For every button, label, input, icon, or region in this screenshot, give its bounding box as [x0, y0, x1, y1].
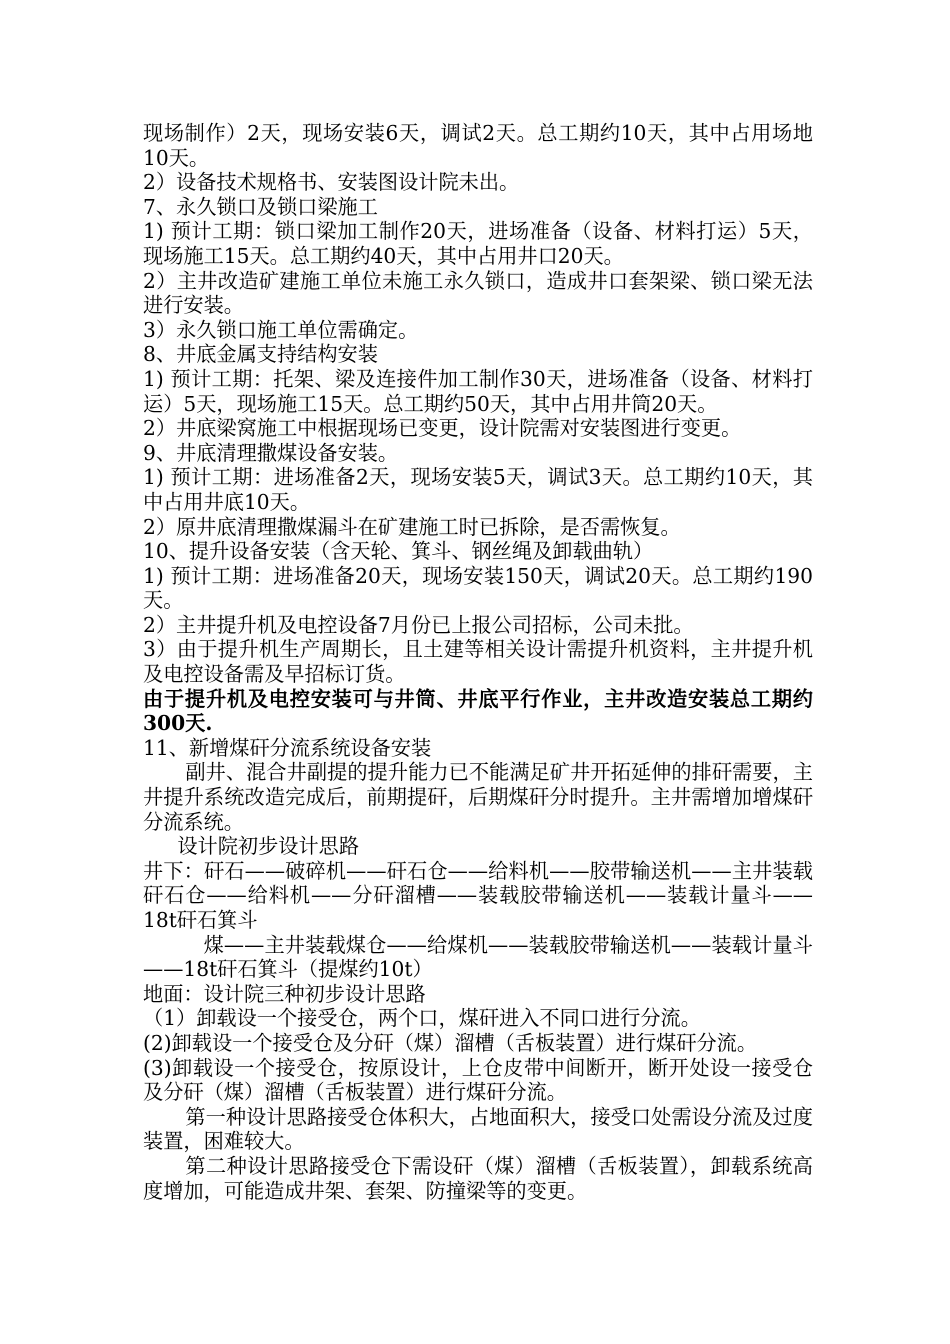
section-heading: 8、井底金属支持结构安装: [143, 342, 378, 367]
paragraph: 井下：矸石——破碎机——矸石仓——给料机——胶带输送机——主井装载矸石仓——给料机——分矸溜槽——装载胶带输送机——装载计量斗——18t矸石箕斗: [143, 858, 813, 932]
paragraph: 3）永久锁口施工单位需确定。: [143, 317, 419, 342]
section-heading: 10、提升设备安装（含天轮、箕斗、钢丝绳及卸载曲轨）: [143, 539, 654, 564]
paragraph: 2）主井改造矿建施工单位未施工永久锁口，造成井口套架梁、锁口梁无法进行安装。: [143, 268, 813, 318]
paragraph: 副井、混合井副提的提升能力已不能满足矿井开拓延伸的排矸需要，主井提升系统改造完成后，前期提矸，后期煤矸分时提升。主井需增加增煤矸分流系统。: [143, 760, 813, 834]
list-item: (3)卸载设一个接受仓，按原设计，上仓皮带中间断开，断开处设一接受仓及分矸（煤）溜槽（舌板装置）进行煤矸分流。: [143, 1055, 813, 1105]
section-heading: 11、新增煤矸分流系统设备安装: [143, 735, 432, 760]
paragraph: 地面：设计院三种初步设计思路: [143, 981, 426, 1006]
paragraph: 1) 预计工期：进场准备2天，现场安装5天，调试3天。总工期约10天，其中占用井底10天。: [143, 465, 813, 514]
paragraph: 1) 预计工期：锁口梁加工制作20天，进场准备（设备、材料打运）5天，现场施工15天。总工期约40天，其中占用井口20天。: [143, 219, 813, 268]
paragraph: 2）设备技术规格书、安装图设计院未出。: [143, 170, 520, 195]
section-heading: 7、永久锁口及锁口梁施工: [143, 194, 378, 219]
paragraph: 2）原井底清理撒煤漏斗在矿建施工时已拆除，是否需恢复。: [143, 514, 681, 539]
paragraph: 第一种设计思路接受仓体积大，占地面积大，接受口处需设分流及过度装置，困难较大。: [143, 1104, 813, 1154]
paragraph: 3）由于提升机生产周期长，且土建等相关设计需提升机资料，主井提升机及电控设备需及早招标订货。: [143, 637, 813, 687]
paragraph: 煤——主井装载煤仓——给煤机——装载胶带输送机——装载计量斗——18t矸石箕斗（提煤约10t）: [143, 932, 813, 982]
document-page: [143, 121, 813, 1203]
paragraph: 1) 预计工期：进场准备20天，现场安装150天，调试20天。总工期约190天。: [143, 563, 813, 613]
bold-summary: 由于提升机及电控安装可与井筒、井底平行作业，主井改造安装总工期约300天.: [143, 686, 813, 736]
paragraph: 2）主井提升机及电控设备7月份已上报公司招标，公司未批。: [143, 612, 694, 637]
paragraph: 设计院初步设计思路: [177, 834, 360, 859]
list-item: (2)卸载设一个接受仓及分矸（煤）溜槽（舌板装置）进行煤矸分流。: [143, 1030, 758, 1055]
paragraph: 现场制作）2天，现场安装6天，调试2天。总工期约10天，其中占用场地10天。: [143, 121, 813, 170]
paragraph: 2）井底梁窝施工中根据现场已变更，设计院需对安装图进行变更。: [143, 416, 742, 441]
list-item: （1）卸载设一个接受仓，两个口，煤矸进入不同口进行分流。: [143, 1006, 701, 1031]
paragraph: 1) 预计工期：托架、梁及连接件加工制作30天，进场准备（设备、材料打运）5天，现场施工15天。总工期约50天，其中占用井筒20天。: [143, 366, 813, 416]
section-heading: 9、井底清理撒煤设备安装。: [143, 440, 399, 465]
paragraph: 第二种设计思路接受仓下需设矸（煤）溜槽（舌板装置），卸载系统高度增加，可能造成井架、套架、防撞梁等的变更。: [143, 1153, 813, 1203]
